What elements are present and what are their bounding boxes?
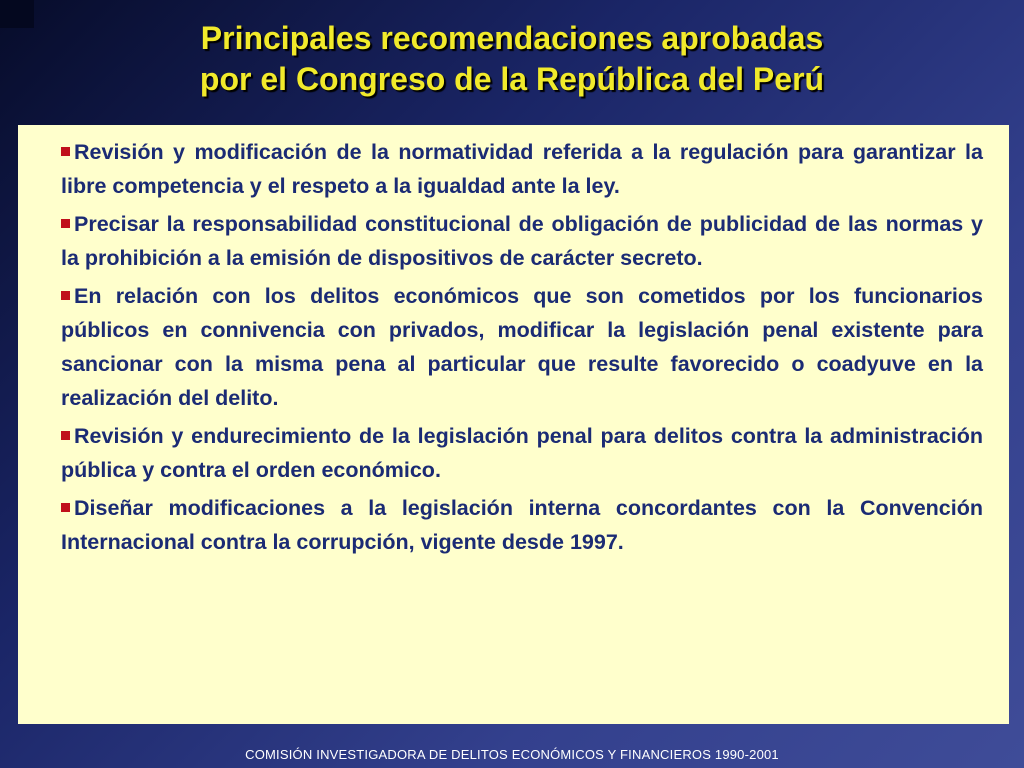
red-square-bullet-icon	[61, 147, 70, 156]
bullet-text: Precisar la responsabilidad constitucional de obligación de publicidad de las normas y la prohibición a la emisión de dispositivos de carácter secreto.	[61, 212, 983, 270]
content-box	[18, 125, 1009, 724]
bullet-item	[61, 419, 983, 487]
slide-footer: COMISIÓN INVESTIGADORA DE DELITOS ECONÓMICOS Y FINANCIEROS 1990-2001	[245, 747, 779, 762]
title-line-1: Principales recomendaciones aprobadas	[200, 20, 824, 56]
bullet-text: Revisión y modificación de la normatividad referida a la regulación para garantizar la libre competencia y el respeto a la igualdad ante la ley.	[61, 140, 983, 198]
red-square-bullet-icon	[61, 291, 70, 300]
bullet-item	[61, 207, 983, 275]
title-line-2: por el Congreso de la República del Perú	[199, 61, 825, 97]
slide-title	[0, 18, 1024, 100]
red-square-bullet-icon	[61, 431, 70, 440]
bullet-text: Revisión y endurecimiento de la legislación penal para delitos contra la administración pública y contra el orden económico.	[61, 424, 983, 482]
red-square-bullet-icon	[61, 503, 70, 512]
bullet-item	[61, 279, 983, 415]
bullet-item	[61, 491, 983, 559]
red-square-bullet-icon	[61, 219, 70, 228]
bullet-text: En relación con los delitos económicos que son cometidos por los funcionarios públicos en connivencia con privados, modificar la legislación penal existente para sancionar con la misma pena al particular que resulte favorecido o coadyuve en la realización del delito.	[61, 284, 983, 410]
bullet-text: Diseñar modificaciones a la legislación interna concordantes con la Convención Internacional contra la corrupción, vigente desde 1997.	[61, 496, 983, 554]
bullet-item	[61, 135, 983, 203]
